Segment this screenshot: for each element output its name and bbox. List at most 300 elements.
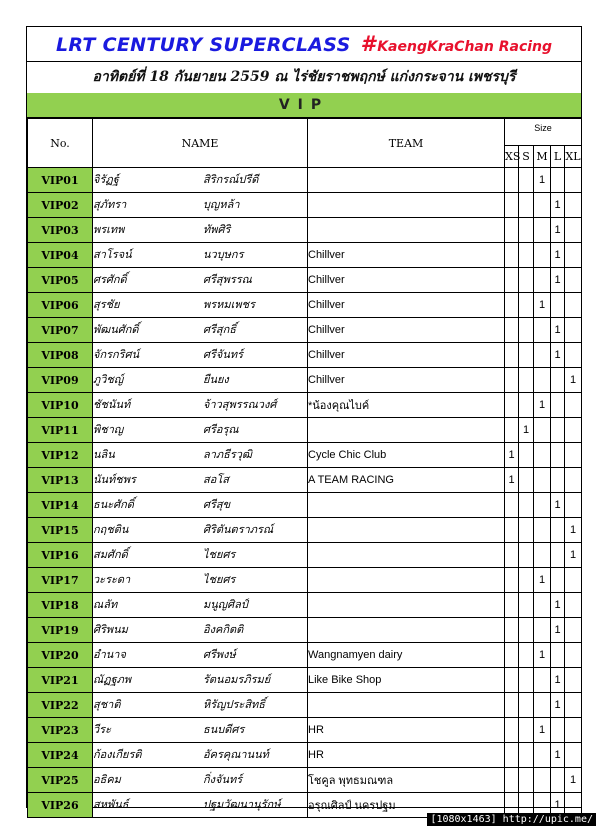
rider-number: VIP01 [28, 168, 93, 193]
rider-name [93, 743, 308, 768]
rider-number: VIP24 [28, 743, 93, 768]
size-l-cell: 1 [551, 493, 565, 518]
table-row [28, 218, 582, 243]
size-l-cell: 1 [551, 743, 565, 768]
rider-team [308, 693, 505, 718]
size-m-cell [534, 318, 551, 343]
rider-name [93, 643, 308, 668]
size-xs-cell [505, 518, 519, 543]
rider-number: VIP26 [28, 793, 93, 818]
size-s-cell [519, 343, 534, 368]
rider-last-name: ศรีจันทร์ [203, 348, 244, 361]
rider-number: VIP15 [28, 518, 93, 543]
size-m-cell [534, 768, 551, 793]
size-xs-cell [505, 318, 519, 343]
size-l-cell: 1 [551, 343, 565, 368]
rider-number: VIP07 [28, 318, 93, 343]
roster-sheet [26, 26, 582, 812]
rider-name [93, 293, 308, 318]
size-l-cell: 1 [551, 793, 565, 818]
category-banner: VIP [27, 93, 581, 118]
rider-last-name: จ้าวสุพรรณวงศ์ [203, 398, 277, 411]
size-m-cell [534, 193, 551, 218]
rider-name [93, 493, 308, 518]
col-header-l: L [551, 146, 565, 168]
size-l-cell [551, 393, 565, 418]
rider-number: VIP18 [28, 593, 93, 618]
rider-number: VIP14 [28, 493, 93, 518]
size-s-cell [519, 393, 534, 418]
rider-number: VIP08 [28, 343, 93, 368]
size-xs-cell [505, 643, 519, 668]
table-row [28, 618, 582, 643]
rider-table [27, 118, 582, 818]
rider-number: VIP10 [28, 393, 93, 418]
rider-first-name: จักรกริศน์ [93, 348, 140, 361]
rider-team: Cycle Chic Club [308, 443, 505, 468]
rider-name [93, 593, 308, 618]
size-xl-cell: 1 [565, 543, 582, 568]
rider-number: VIP06 [28, 293, 93, 318]
rider-number: VIP04 [28, 243, 93, 268]
size-xl-cell [565, 693, 582, 718]
table-row [28, 418, 582, 443]
rider-first-name: สหพันธ์ [93, 798, 129, 811]
rider-number: VIP23 [28, 718, 93, 743]
rider-number: VIP19 [28, 618, 93, 643]
table-row [28, 268, 582, 293]
rider-name [93, 693, 308, 718]
rider-last-name: ไชยศร [203, 573, 236, 586]
rider-rows [28, 168, 582, 818]
size-xl-cell [565, 618, 582, 643]
rider-team [308, 418, 505, 443]
size-xl-cell [565, 318, 582, 343]
table-row [28, 368, 582, 393]
rider-team: HR [308, 718, 505, 743]
size-m-cell [534, 668, 551, 693]
size-xl-cell [565, 443, 582, 468]
size-xs-cell [505, 293, 519, 318]
size-l-cell [551, 368, 565, 393]
rider-last-name: ปฐมวัฒนานุรักษ์ [203, 798, 281, 811]
rider-first-name: นลิน [93, 448, 115, 461]
size-l-cell [551, 568, 565, 593]
size-l-cell [551, 418, 565, 443]
size-l-cell [551, 443, 565, 468]
rider-name [93, 518, 308, 543]
table-row [28, 468, 582, 493]
rider-name [93, 543, 308, 568]
rider-first-name: สมศักดิ์ [93, 548, 128, 561]
size-l-cell [551, 643, 565, 668]
size-xl-cell: 1 [565, 518, 582, 543]
size-l-cell: 1 [551, 193, 565, 218]
rider-last-name: ศิริตันตราภรณ์ [203, 523, 274, 536]
size-xl-cell [565, 168, 582, 193]
size-s-cell [519, 768, 534, 793]
table-row [28, 718, 582, 743]
size-m-cell: 1 [534, 568, 551, 593]
size-m-cell [534, 518, 551, 543]
rider-last-name: ลาภธีรวุฒิ [203, 448, 252, 461]
rider-last-name: ศรีพงษ์ [203, 648, 236, 661]
rider-last-name: ศรีสุกธิ์ [203, 323, 236, 336]
rider-first-name: วีระ [93, 723, 111, 736]
rider-team [308, 568, 505, 593]
col-header-s: S [519, 146, 534, 168]
rider-first-name: ภูวิชญ์ [93, 373, 124, 386]
table-row [28, 543, 582, 568]
rider-team [308, 543, 505, 568]
rider-first-name: นันท์ชพร [93, 473, 136, 486]
rider-number: VIP20 [28, 643, 93, 668]
size-xs-cell [505, 693, 519, 718]
size-m-cell: 1 [534, 168, 551, 193]
rider-number: VIP11 [28, 418, 93, 443]
size-xl-cell [565, 243, 582, 268]
rider-name [93, 393, 308, 418]
size-xs-cell [505, 593, 519, 618]
rider-last-name: ศรีสุพรรณ [203, 273, 252, 286]
size-xs-cell [505, 718, 519, 743]
hash-symbol: # [360, 32, 376, 56]
size-xl-cell [565, 193, 582, 218]
rider-team: Wangnamyen dairy [308, 643, 505, 668]
size-s-cell [519, 518, 534, 543]
size-m-cell [534, 743, 551, 768]
size-s-cell [519, 268, 534, 293]
size-xs-cell [505, 668, 519, 693]
size-l-cell [551, 718, 565, 743]
size-l-cell [551, 543, 565, 568]
size-xl-cell [565, 568, 582, 593]
rider-last-name: กิ่งจันทร์ [203, 773, 243, 786]
size-xs-cell [505, 243, 519, 268]
rider-last-name: บุญหล้า [203, 198, 240, 211]
rider-first-name: พิชาญ [93, 423, 124, 436]
size-l-cell [551, 518, 565, 543]
table-row [28, 343, 582, 368]
table-row [28, 693, 582, 718]
size-s-cell [519, 243, 534, 268]
size-m-cell [534, 218, 551, 243]
rider-first-name: สุชาติ [93, 698, 121, 711]
rider-name [93, 768, 308, 793]
size-l-cell: 1 [551, 218, 565, 243]
rider-number: VIP22 [28, 693, 93, 718]
size-m-cell [534, 368, 551, 393]
rider-first-name: สาโรจน์ [93, 248, 132, 261]
rider-name [93, 243, 308, 268]
size-l-cell: 1 [551, 618, 565, 643]
size-xl-cell [565, 293, 582, 318]
rider-number: VIP13 [28, 468, 93, 493]
size-m-cell [534, 243, 551, 268]
rider-first-name: ชัชนันท์ [93, 398, 131, 411]
size-m-cell [534, 468, 551, 493]
size-l-cell [551, 293, 565, 318]
rider-team: A TEAM RACING [308, 468, 505, 493]
rider-team [308, 493, 505, 518]
image-host-watermark: [1080x1463] http://upic.me/ [427, 813, 596, 826]
size-m-cell [534, 268, 551, 293]
size-xs-cell [505, 368, 519, 393]
col-header-name: NAME [93, 119, 308, 168]
size-xl-cell [565, 393, 582, 418]
rider-first-name: ณัฏฐภพ [93, 673, 132, 686]
size-xs-cell [505, 343, 519, 368]
rider-last-name: ไชยศร [203, 548, 236, 561]
size-s-cell [519, 618, 534, 643]
size-l-cell [551, 468, 565, 493]
table-row [28, 443, 582, 468]
rider-name [93, 668, 308, 693]
size-m-cell [534, 543, 551, 568]
table-row [28, 668, 582, 693]
size-xl-cell [565, 493, 582, 518]
rider-last-name: ธนบดีศร [203, 723, 245, 736]
rider-team [308, 618, 505, 643]
rider-first-name: ศรศักดิ์ [93, 273, 127, 286]
size-l-cell: 1 [551, 693, 565, 718]
size-l-cell: 1 [551, 318, 565, 343]
size-m-cell [534, 693, 551, 718]
rider-first-name: สุภัทรา [93, 198, 127, 211]
col-header-team: TEAM [308, 119, 505, 168]
rider-last-name: พรหมเพชร [203, 298, 256, 311]
rider-first-name: ธนะศักดิ์ [93, 498, 134, 511]
col-header-m: M [534, 146, 551, 168]
table-row [28, 393, 582, 418]
rider-name [93, 418, 308, 443]
size-s-cell [519, 218, 534, 243]
size-xl-cell [565, 593, 582, 618]
rider-last-name: ศรีสุข [203, 498, 231, 511]
rider-last-name: ทัพศิริ [203, 223, 231, 236]
table-row [28, 743, 582, 768]
rider-number: VIP09 [28, 368, 93, 393]
rider-name [93, 718, 308, 743]
rider-name [93, 368, 308, 393]
rider-team [308, 168, 505, 193]
rider-name [93, 443, 308, 468]
table-row [28, 243, 582, 268]
table-row [28, 193, 582, 218]
size-xl-cell [565, 743, 582, 768]
table-row [28, 518, 582, 543]
rider-number: VIP12 [28, 443, 93, 468]
size-l-cell: 1 [551, 268, 565, 293]
rider-first-name: พรเทพ [93, 223, 125, 236]
table-row [28, 643, 582, 668]
rider-last-name: อิงคกิตติ [203, 623, 244, 636]
rider-last-name: ศรีอรุณ [203, 423, 239, 436]
size-l-cell: 1 [551, 668, 565, 693]
rider-name [93, 568, 308, 593]
col-header-xs: XS [505, 146, 519, 168]
rider-team [308, 593, 505, 618]
rider-team: Chillver [308, 293, 505, 318]
size-m-cell: 1 [534, 293, 551, 318]
size-l-cell: 1 [551, 243, 565, 268]
table-row [28, 293, 582, 318]
rider-name [93, 168, 308, 193]
rider-name [93, 793, 308, 818]
size-xs-cell [505, 568, 519, 593]
rider-name [93, 468, 308, 493]
rider-team: Chillver [308, 368, 505, 393]
size-m-cell [534, 443, 551, 468]
size-l-cell: 1 [551, 593, 565, 618]
rider-name [93, 218, 308, 243]
rider-team [308, 193, 505, 218]
rider-last-name: สอโส [203, 473, 229, 486]
rider-team: Chillver [308, 343, 505, 368]
size-s-cell [519, 568, 534, 593]
rider-number: VIP05 [28, 268, 93, 293]
col-header-size: Size [505, 119, 582, 146]
title-bar [27, 27, 581, 62]
col-header-xl: XL [565, 146, 582, 168]
rider-team: *น้องคุณไบค์ [308, 393, 505, 418]
rider-first-name: สุรชัย [93, 298, 120, 311]
size-xs-cell [505, 218, 519, 243]
size-s-cell [519, 368, 534, 393]
rider-last-name: อัครคุณานนท์ [203, 748, 269, 761]
size-xl-cell: 1 [565, 368, 582, 393]
size-xs-cell [505, 618, 519, 643]
size-s-cell [519, 743, 534, 768]
size-m-cell [534, 418, 551, 443]
size-s-cell [519, 468, 534, 493]
event-title: LRT CENTURY SUPERCLASS [55, 34, 351, 56]
size-s-cell [519, 443, 534, 468]
size-m-cell: 1 [534, 393, 551, 418]
size-xl-cell [565, 468, 582, 493]
rider-last-name: หิรัญประสิทธิ์ [203, 698, 266, 711]
size-m-cell [534, 593, 551, 618]
rider-last-name: สิริกรณ์ปรีดี [203, 173, 259, 186]
size-s-cell [519, 593, 534, 618]
rider-team: โชคูล พุทธมณฑล [308, 768, 505, 793]
table-row [28, 168, 582, 193]
rider-number: VIP02 [28, 193, 93, 218]
rider-first-name: จิรัฏฐ์ [93, 173, 119, 186]
size-xs-cell [505, 768, 519, 793]
size-xl-cell [565, 418, 582, 443]
rider-name [93, 193, 308, 218]
size-s-cell [519, 493, 534, 518]
size-s-cell [519, 318, 534, 343]
size-xl-cell [565, 643, 582, 668]
rider-name [93, 268, 308, 293]
team-hashtag: KaengKraChan Racing [377, 39, 553, 55]
size-l-cell [551, 768, 565, 793]
size-s-cell [519, 293, 534, 318]
table-row [28, 568, 582, 593]
rider-team: Chillver [308, 243, 505, 268]
size-m-cell: 1 [534, 718, 551, 743]
table-row [28, 593, 582, 618]
rider-team [308, 218, 505, 243]
size-xs-cell: 1 [505, 468, 519, 493]
rider-number: VIP21 [28, 668, 93, 693]
rider-number: VIP16 [28, 543, 93, 568]
size-xs-cell [505, 168, 519, 193]
rider-last-name: ยืนยง [203, 373, 229, 386]
size-xs-cell [505, 743, 519, 768]
size-s-cell [519, 718, 534, 743]
size-xl-cell [565, 268, 582, 293]
rider-number: VIP03 [28, 218, 93, 243]
size-xl-cell [565, 718, 582, 743]
size-xs-cell [505, 393, 519, 418]
size-s-cell: 1 [519, 418, 534, 443]
rider-first-name: ศิริพนม [93, 623, 128, 636]
size-m-cell [534, 493, 551, 518]
table-row [28, 493, 582, 518]
rider-first-name: อำนาจ [93, 648, 126, 661]
size-m-cell: 1 [534, 643, 551, 668]
size-xl-cell: 1 [565, 768, 582, 793]
size-xs-cell: 1 [505, 443, 519, 468]
rider-last-name: นวบุษกร [203, 248, 244, 261]
rider-first-name: พัฒนศักดิ์ [93, 323, 139, 336]
rider-team: Chillver [308, 268, 505, 293]
size-xl-cell [565, 218, 582, 243]
rider-last-name: รัตนอมรภิรมย์ [203, 673, 271, 686]
rider-name [93, 343, 308, 368]
size-xs-cell [505, 493, 519, 518]
size-xs-cell [505, 268, 519, 293]
rider-name [93, 618, 308, 643]
rider-last-name: มนูญศิลป์ [203, 598, 248, 611]
rider-name [93, 318, 308, 343]
size-xl-cell [565, 668, 582, 693]
size-s-cell [519, 193, 534, 218]
rider-first-name: ณลัท [93, 598, 118, 611]
size-xs-cell [505, 418, 519, 443]
col-header-no: No. [28, 119, 93, 168]
size-s-cell [519, 643, 534, 668]
size-l-cell [551, 168, 565, 193]
rider-first-name: วะระดา [93, 573, 131, 586]
event-date-location: อาทิตย์ที่ 18 กันยายน 2559 ณ ไร่ชัยราชพฤกษ์ แก่งกระจาน เพชรบุรี [27, 61, 581, 94]
rider-team: อรุณศิลป์ นครปฐม [308, 793, 505, 818]
rider-number: VIP17 [28, 568, 93, 593]
size-xs-cell [505, 193, 519, 218]
size-s-cell [519, 693, 534, 718]
size-s-cell [519, 543, 534, 568]
rider-first-name: อธิคม [93, 773, 121, 786]
rider-team [308, 518, 505, 543]
table-row [28, 768, 582, 793]
size-m-cell [534, 343, 551, 368]
size-s-cell [519, 668, 534, 693]
rider-team: Chillver [308, 318, 505, 343]
rider-first-name: กฤชติน [93, 523, 129, 536]
table-row [28, 318, 582, 343]
rider-team: Like Bike Shop [308, 668, 505, 693]
rider-number: VIP25 [28, 768, 93, 793]
size-s-cell [519, 168, 534, 193]
size-xl-cell [565, 343, 582, 368]
size-xs-cell [505, 543, 519, 568]
rider-first-name: ก้องเกียรติ [93, 748, 142, 761]
rider-team: HR [308, 743, 505, 768]
size-m-cell [534, 618, 551, 643]
